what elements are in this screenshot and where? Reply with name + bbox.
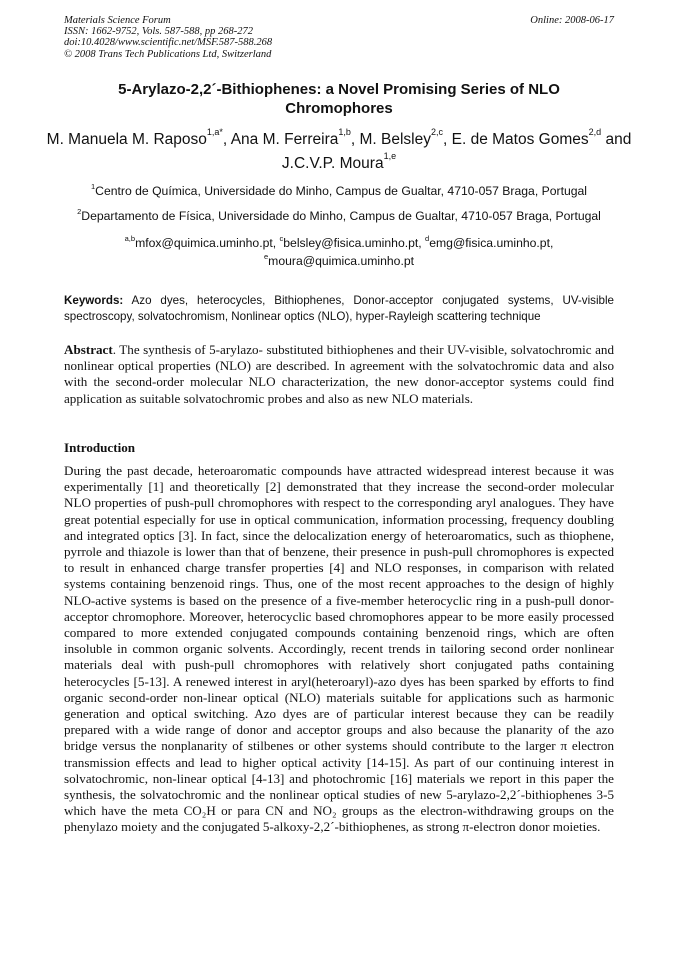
abstract-block <box>64 342 614 407</box>
doi-line: doi:10.4028/www.scientific.net/MSF.587-588.268 <box>64 37 273 49</box>
author-name: J.C.V.P. Moura <box>281 155 384 172</box>
author-name: M. Manuela M. Raposo <box>46 131 207 148</box>
author-sup: 1,b <box>338 127 351 137</box>
email-address[interactable]: moura@quimica.uminho.pt <box>268 254 414 268</box>
and-word: and <box>605 131 632 148</box>
affiliation-1 <box>40 184 638 199</box>
email-line-2 <box>40 254 638 269</box>
affiliation-2 <box>40 209 638 224</box>
email-sup: e <box>264 252 269 261</box>
online-date: Online: 2008-06-17 <box>530 15 614 26</box>
affiliation-sup: 2 <box>77 207 82 216</box>
author-name: Ana M. Ferreira <box>230 131 339 148</box>
author-name: E. de Matos Gomes <box>451 131 589 148</box>
keywords-text: Azo dyes, heterocycles, Bithiophenes, Donor-acceptor conjugated systems, UV-visible spectroscopy, solvatochromism, Nonlinear optics (NLO), hyper-Rayleigh scattering technique <box>64 294 614 323</box>
email-line-1 <box>40 236 638 251</box>
author-sup: 2,c <box>431 127 444 137</box>
keywords-block <box>64 293 614 324</box>
author-name: M. Belsley <box>359 131 431 148</box>
email-sup: a,b <box>124 234 136 243</box>
introduction-heading: Introduction <box>64 440 136 455</box>
abstract-text: . The synthesis of 5-arylazo- substituted bithiophenes and their UV-visible, solvatochromic and nonlinear optical properties (NLO) are described. In agreement with the solvatochromic data and also with the second-order molecular NLO characterization, the new donor-acceptor systems could find application as suitable solvatochromic probes and also as new NLO materials. <box>64 342 614 406</box>
affiliation-sup: 1 <box>90 182 96 191</box>
abstract-label: Abstract <box>64 342 113 357</box>
email-address[interactable]: belsley@fisica.uminho.pt, <box>283 236 422 250</box>
copyright-line: © 2008 Trans Tech Publications Ltd, Switzerland <box>64 48 272 60</box>
email-sup: c <box>279 234 284 243</box>
affiliation-text: Centro de Química, Universidade do Minho, Campus de Gualtar, 4710-057 Braga, Portugal <box>95 184 587 198</box>
paper-title: 5-Arylazo-2,2´-Bithiophenes: a Novel Promising Series of NLO Chromophores <box>118 81 560 117</box>
issn-line: ISSN: 1662-9752, Vols. 587-588, pp 268-272 <box>64 26 253 38</box>
journal-name: Materials Science Forum <box>64 15 171 26</box>
affiliation-text: Departamento de Física, Universidade do Minho, Campus de Gualtar, 4710-057 Braga, Portugal <box>81 209 601 223</box>
author-sup: 1,e <box>383 151 397 161</box>
journal-header <box>64 15 614 60</box>
author-sup: 1,a* <box>206 127 223 137</box>
author-list: M. Manuela M. Raposo$^{1,a*}$, Ana M. Ferreira$^{1,b}$, M. Belsley$^{2,c}$, E. de Matos Gomes$^{2,d}$ and J.C.V.P. Moura$^{1,e}$ <box>46 127 632 172</box>
introduction-text: During the past decade, heteroaromatic compounds have attracted widespread interest because it was experimentally [1] and theoretically [2] demonstrated that they increase the second-order molecular NLO properties of push-pull chromophores with respect to the corresponding aryl analogues. They have great potential especially for use in optical communication, information processing, frequency doubling and integrated optics [3]. In fact, since the delocalization energy of heteroaromatics, such as thiophene, pyrrole and thiazole is lower than that of benzene, their presence in push-pull chromophores is expected to result in enhanced charge transfer properties [4] and NLO responses, in comparison with related systems containing benzenoid rings. Thus, one of the most recent approaches to the design of highly NLO-active systems is based on the presence of a five-member heterocyclic ring in a push-pull donor-acceptor chromophore. Moreover, heterocyclic based chromophores appear to be more easily processed compared to more extended conjugated compounds containing benzenoid rings, which are often insoluble in common organic solvents. Accordingly, recent trends in tailoring second order nonlinear materials deal with push-pull chromophores with relatively short conjugated paths containing heterocycles [5-13]. A renewed interest in aryl(heteroaryl)-azo dyes has been sparked by efforts to find organic second-order non-linear optical (NLO) materials suitable for applications such as harmonic generation and optical switching. Azo dyes are of particular interest because they can be readily prepared with a wide range of donor and acceptor groups and also because the planarity of the azo bridge versus the nonplanarity of stilbenes or other systems should contribute to the larger π electron transmission effects and lead to higher optical activity [14-15]. As part of our continuing interest in solvatochromic, non-linear optical [4-13] and photochromic [16] materials we report in this paper the synthesis, the solvatochromic and the nonlinear optical studies of new 5-arylazo-2,2´-bithiophenes 3-5 which have the meta CO₂H or para CN and NO₂ groups as the electron-withdrawing groups on the phenylazo moiety and the conjugated 5-alkoxy-2,2´-bithiophenes, as strong π-electron donor moieties. <box>64 463 614 835</box>
email-sup: d <box>425 234 430 243</box>
keywords-label: Keywords: <box>64 294 124 307</box>
author-sup: 2,d <box>588 127 602 137</box>
email-address[interactable]: emg@fisica.uminho.pt, <box>429 236 554 250</box>
email-address[interactable]: mfox@quimica.uminho.pt, <box>135 236 277 250</box>
